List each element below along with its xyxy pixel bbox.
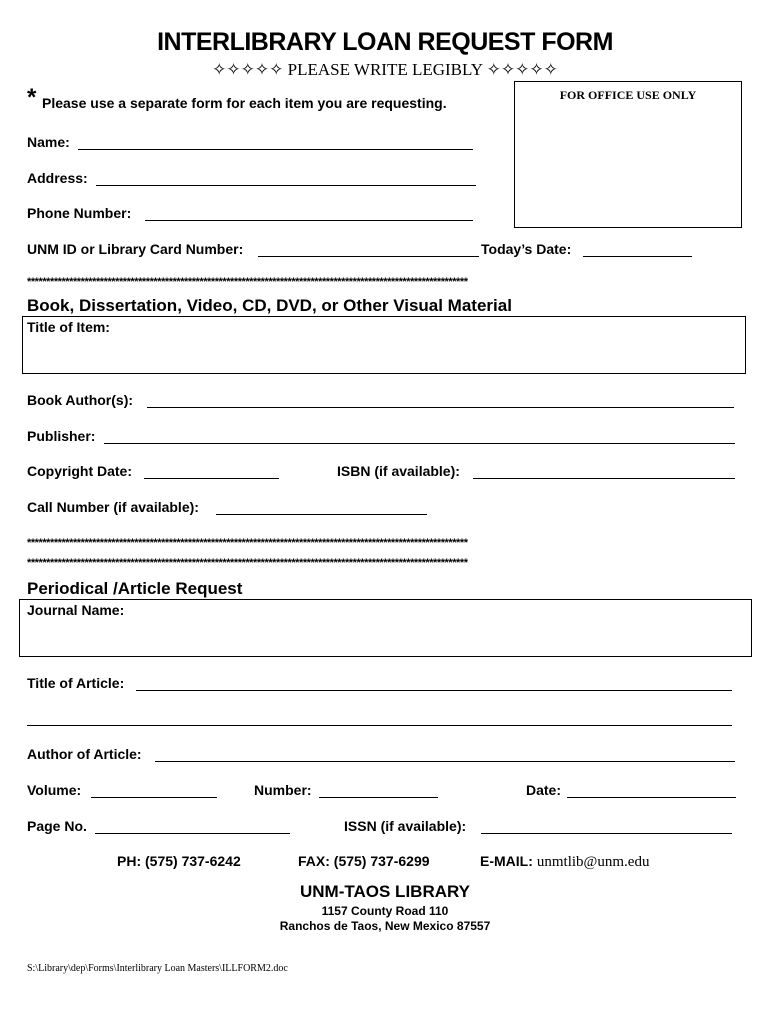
contact-email (480, 853, 649, 871)
call-number-label: Call Number (if available): (27, 499, 199, 515)
volume-field[interactable] (91, 797, 217, 798)
address-field[interactable] (96, 185, 476, 186)
separator-stars: ******************************************************************************************************************* (27, 557, 468, 569)
file-path: S:\Library\dep\Forms\Interlibrary Loan Masters\ILLFORM2.doc (27, 963, 288, 974)
contact-fax: FAX: (575) 737-6299 (298, 853, 430, 869)
publisher-label: Publisher: (27, 428, 96, 444)
page-number-field[interactable] (95, 833, 290, 834)
unm-id-label: UNM ID or Library Card Number: (27, 241, 244, 257)
library-street: 1157 County Road 110 (321, 904, 449, 918)
periodical-section-title: Periodical /Article Request (27, 579, 243, 598)
contact-phone: PH: (575) 737-6242 (117, 853, 241, 869)
address-label: Address: (27, 170, 88, 186)
office-use-label: FOR OFFICE USE ONLY (559, 88, 697, 102)
number-field[interactable] (319, 797, 438, 798)
todays-date-field[interactable] (583, 256, 692, 257)
issn-label: ISSN (if available): (344, 818, 467, 834)
article-author-field[interactable] (155, 761, 735, 762)
name-label: Name: (27, 134, 70, 150)
form-title: INTERLIBRARY LOAN REQUEST FORM (157, 28, 613, 56)
number-label: Number: (254, 782, 312, 798)
title-of-item-box[interactable] (22, 316, 746, 374)
article-author-label: Author of Article: (27, 746, 142, 762)
article-title-field[interactable] (136, 690, 732, 691)
form-subtitle: ✧✧✧✧✧ PLEASE WRITE LEGIBLY ✧✧✧✧✧ (212, 60, 558, 79)
email-label: E-MAIL: (480, 853, 533, 869)
date-label: Date: (526, 782, 562, 798)
phone-field[interactable] (145, 220, 473, 221)
note-text: Please use a separate form for each item you are requesting. (42, 95, 447, 111)
call-number-field[interactable] (216, 514, 427, 515)
todays-date-label: Today’s Date: (481, 241, 572, 257)
publisher-field[interactable] (104, 443, 735, 444)
isbn-field[interactable] (473, 478, 735, 479)
journal-name-box[interactable] (19, 599, 752, 657)
article-title-field-continued[interactable] (27, 725, 732, 726)
book-section-title: Book, Dissertation, Video, CD, DVD, or Other Visual Material (27, 296, 512, 315)
date-field[interactable] (567, 797, 736, 798)
title-of-item-label: Title of Item: (27, 319, 110, 335)
unm-id-field[interactable] (258, 256, 479, 257)
library-city: Ranchos de Taos, New Mexico 87557 (279, 919, 491, 933)
isbn-label: ISBN (if available): (337, 463, 460, 479)
issn-field[interactable] (481, 833, 732, 834)
separator-stars: ******************************************************************************************************************* (27, 537, 468, 549)
separator-stars: ******************************************************************************************************************* (27, 276, 468, 288)
book-author-field[interactable] (147, 407, 734, 408)
note-asterisk: * (27, 84, 37, 111)
volume-label: Volume: (27, 782, 82, 798)
copyright-date-label: Copyright Date: (27, 463, 132, 479)
library-name: UNM-TAOS LIBRARY (300, 882, 470, 901)
journal-name-label: Journal Name: (27, 602, 125, 618)
article-title-label: Title of Article: (27, 675, 125, 691)
book-author-label: Book Author(s): (27, 392, 134, 408)
phone-label: Phone Number: (27, 205, 132, 221)
page-number-label: Page No. (27, 818, 87, 834)
email-address[interactable]: unmtlib@unm.edu (536, 854, 650, 870)
office-use-box (514, 81, 742, 228)
name-field[interactable] (78, 149, 473, 150)
copyright-date-field[interactable] (144, 478, 279, 479)
